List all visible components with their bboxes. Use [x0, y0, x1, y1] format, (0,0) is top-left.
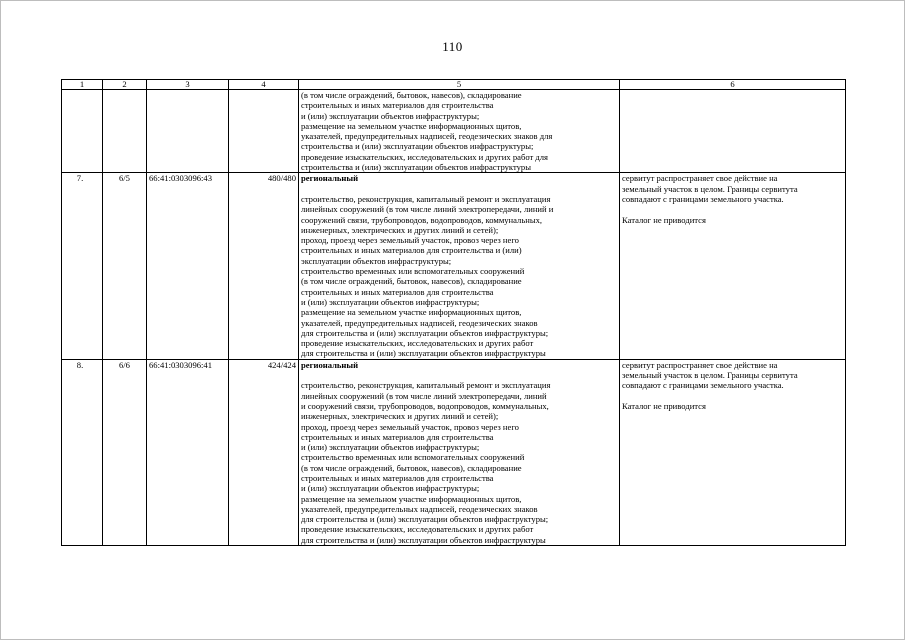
cadastral-number: 66:41:0303096:41: [147, 359, 229, 545]
text-line: строительства и (или) эксплуатации объектов инфраструктуры: [301, 162, 531, 173]
cell-note: [620, 359, 846, 545]
cell-empty: [147, 90, 229, 173]
text-line: инженерных, электрических и других линий и сетей);: [301, 411, 499, 422]
text-line: проход, проезд через земельный участок, провоз через него: [301, 235, 519, 246]
text-line: строительство временных или вспомогательных сооружений: [301, 266, 525, 277]
cell-empty: [62, 90, 103, 173]
text-line: инженерных, электрических и других линий и сетей);: [301, 224, 499, 235]
area-value: 424/424: [229, 359, 299, 545]
text-line: для строительства и (или) эксплуатации объектов инфраструктуры: [301, 348, 546, 359]
header-col-3: 3: [147, 80, 229, 90]
text-line: строительных и иных материалов для строительства: [301, 472, 494, 483]
text-line: строительство временных или вспомогательных сооружений: [301, 452, 525, 463]
text-line: и сооружений связи, трубопроводов, водопроводов, коммунальных,: [301, 400, 549, 411]
header-col-4: 4: [229, 80, 299, 90]
text-line: размещение на земельном участке информационных щитов,: [301, 493, 522, 504]
text-line: строительных и иных материалов для строительства и (или): [301, 245, 522, 256]
cell-empty: [620, 90, 846, 173]
text-line: указателей, предупредительных надписей, геодезических знаков для: [301, 131, 553, 142]
part-number: 6/5: [103, 173, 147, 359]
text-line: строительных и иных материалов для строительства: [301, 100, 494, 111]
header-col-6: 6: [620, 80, 846, 90]
row-number: 7.: [62, 173, 103, 359]
header-col-5: 5: [299, 80, 620, 90]
table-row: [62, 173, 846, 359]
text-line: проведение изыскательских, исследовательских и других работ для: [301, 151, 549, 162]
servitude-table: [61, 79, 846, 546]
text-line: проведение изыскательских, исследовательских и других работ: [301, 524, 534, 535]
note-line: совпадают с границами земельного участка.: [622, 193, 784, 204]
text-line: и (или) эксплуатации объектов инфраструктуры;: [301, 442, 480, 453]
cell-empty: [229, 90, 299, 173]
page-number: 110: [442, 39, 463, 54]
header-col-2: 2: [103, 80, 147, 90]
text-line: для строительства и (или) эксплуатации объектов инфраструктуры: [301, 534, 546, 545]
text-line: строительных и иных материалов для строительства: [301, 286, 494, 297]
servitude-title: региональный: [301, 173, 359, 184]
text-line: линейных сооружений (в том числе линий электропередачи, линий и: [301, 204, 554, 215]
table-header-row: [62, 80, 846, 90]
text-line: размещение на земельном участке информационных щитов,: [301, 307, 522, 318]
text-line: эксплуатации объектов инфраструктуры;: [301, 255, 452, 266]
text-line: проход, проезд через земельный участок, провоз через него: [301, 421, 519, 432]
cell-purpose: [299, 359, 620, 545]
cell-note: [620, 173, 846, 359]
text-line: (в том числе ограждений, бытовок, навесов), складирование: [301, 90, 522, 100]
text-line: строительство, реконструкция, капитальный ремонт и эксплуатация: [301, 380, 551, 391]
cell-empty: [103, 90, 147, 173]
text-line: указателей, предупредительных надписей, геодезических знаков: [301, 317, 538, 328]
text-line: строительных и иных материалов для строительства: [301, 431, 494, 442]
text-line: и (или) эксплуатации объектов инфраструктуры;: [301, 483, 480, 494]
text-line: строительства и (или) эксплуатации объектов инфраструктуры;: [301, 141, 534, 152]
cell-purpose-continuation: [299, 90, 620, 173]
catalog-note: Каталог не приводится: [622, 214, 706, 225]
text-line: для строительства и (или) эксплуатации объектов инфраструктуры;: [301, 514, 549, 525]
text-line: проведение изыскательских, исследовательских и других работ: [301, 338, 534, 349]
cadastral-number: 66:41:0303096:43: [147, 173, 229, 359]
text-line: для строительства и (или) эксплуатации объектов инфраструктуры;: [301, 327, 549, 338]
text-line: и (или) эксплуатации объектов инфраструктуры;: [301, 296, 480, 307]
part-number: 6/6: [103, 359, 147, 545]
note-line: совпадают с границами земельного участка.: [622, 380, 784, 391]
text-line: указателей, предупредительных надписей, геодезических знаков: [301, 503, 538, 514]
note-line: земельный участок в целом. Границы сервитута: [622, 370, 798, 381]
note-line: сервитут распространяет свое действие на: [622, 173, 778, 184]
text-line: (в том числе ограждений, бытовок, навесов), складирование: [301, 462, 522, 473]
table-row: [62, 359, 846, 545]
area-value: 480/480: [229, 173, 299, 359]
text-line: размещение на земельном участке информационных щитов,: [301, 120, 522, 131]
header-col-1: 1: [62, 80, 103, 90]
row-number: 8.: [62, 359, 103, 545]
note-line: сервитут распространяет свое действие на: [622, 359, 778, 370]
text-line: сооружений связи, трубопроводов, водопроводов, коммунальных,: [301, 214, 543, 225]
text-line: (в том числе ограждений, бытовок, навесов), складирование: [301, 276, 522, 287]
cell-purpose: [299, 173, 620, 359]
table-row-continuation: [62, 90, 846, 173]
text-line: линейных сооружений (в том числе линий электропередачи, линий: [301, 390, 547, 401]
note-line: земельный участок в целом. Границы сервитута: [622, 183, 798, 194]
text-line: и (или) эксплуатации объектов инфраструктуры;: [301, 110, 480, 121]
text-line: строительство, реконструкция, капитальный ремонт и эксплуатация: [301, 193, 551, 204]
servitude-title: региональный: [301, 359, 359, 370]
catalog-note: Каталог не приводится: [622, 400, 706, 411]
